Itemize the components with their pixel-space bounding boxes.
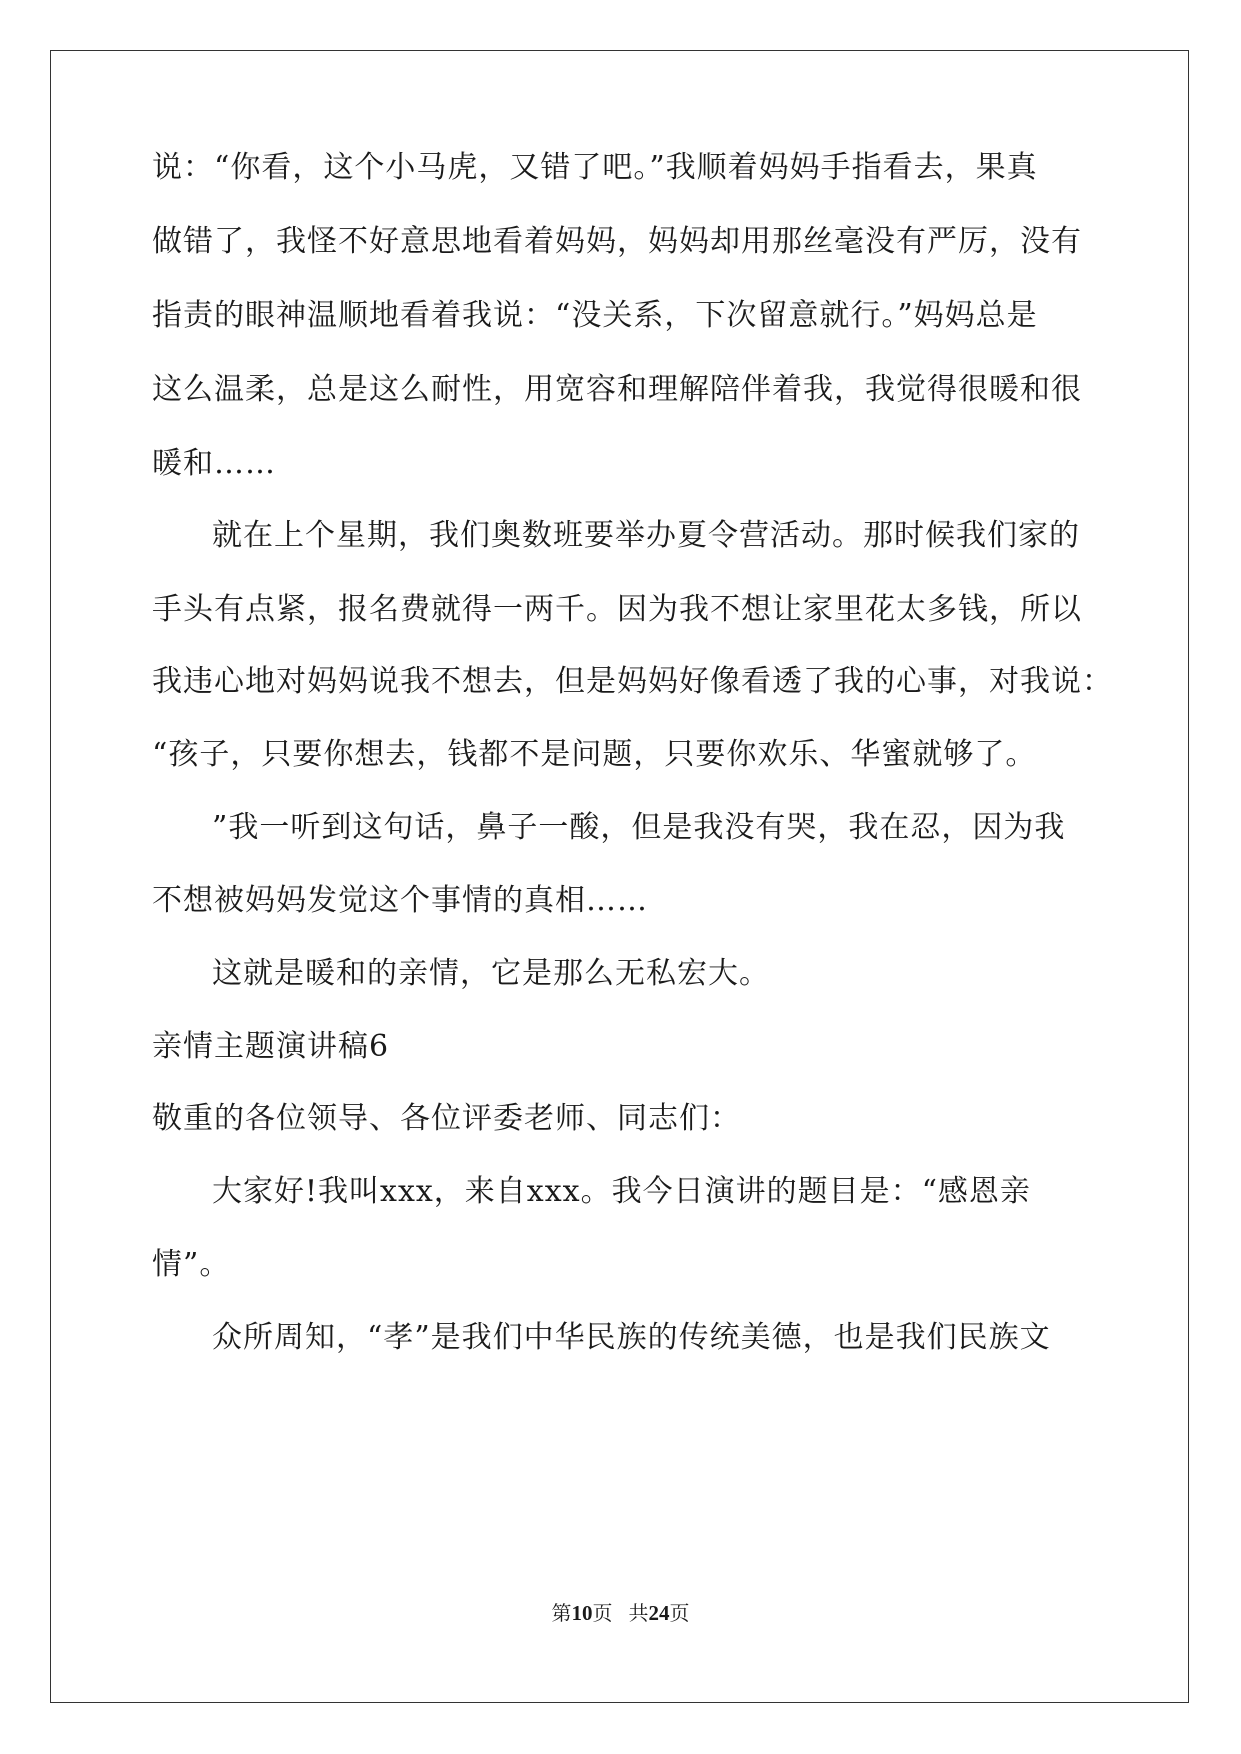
- text-line: 指责的眼神温顺地看着我说：“没关系，下次留意就行。”妈妈总是: [152, 298, 1038, 333]
- paragraph-start-line: 这就是暖和的亲情，它是那么无私宏大。: [212, 956, 770, 991]
- text-line: 情”。: [152, 1247, 231, 1282]
- paragraph-start-line: 大家好!我叫xxx，来自xxx。我今日演讲的题目是：“感恩亲: [212, 1174, 1031, 1209]
- total-prefix: 共: [628, 1601, 649, 1625]
- current-page-number: 10: [571, 1601, 593, 1625]
- text-line: 手头有点紧，报名费就得一两千。因为我不想让家里花太多钱，所以: [152, 592, 1082, 627]
- text-line: 说：“你看，这个小马虎，又错了吧。”我顺着妈妈手指看去，果真: [152, 150, 1038, 185]
- paragraph-start-line: ”我一听到这句话，鼻子一酸，但是我没有哭，我在忍，因为我: [212, 810, 1066, 845]
- text-line: 我违心地对妈妈说我不想去，但是妈妈好像看透了我的心事，对我说：: [152, 664, 1113, 699]
- paragraph-start-line: 就在上个星期，我们奥数班要举办夏令营活动。那时候我们家的: [212, 518, 1080, 553]
- text-line: 不想被妈妈发觉这个事情的真相……: [152, 883, 648, 918]
- total-unit: 页: [669, 1601, 690, 1625]
- paragraph-start-line: 众所周知，“孝”是我们中华民族的传统美德，也是我们民族文: [212, 1320, 1051, 1355]
- text-line: 做错了，我怪不好意思地看着妈妈，妈妈却用那丝毫没有严厉，没有: [152, 224, 1082, 259]
- page-prefix: 第: [551, 1601, 572, 1625]
- text-line: “孩子，只要你想去，钱都不是问题，只要你欢乐、华蜜就够了。: [152, 737, 1037, 772]
- page-unit: 页: [592, 1601, 613, 1625]
- text-line: 暖和……: [152, 446, 276, 481]
- page-footer: [0, 1600, 1241, 1626]
- section-heading: 亲情主题演讲稿6: [152, 1029, 390, 1064]
- salutation-line: 敬重的各位领导、各位评委老师、同志们：: [152, 1101, 741, 1136]
- text-line: 这么温柔，总是这么耐性，用宽容和理解陪伴着我，我觉得很暖和很: [152, 372, 1082, 407]
- total-page-count: 24: [648, 1601, 670, 1625]
